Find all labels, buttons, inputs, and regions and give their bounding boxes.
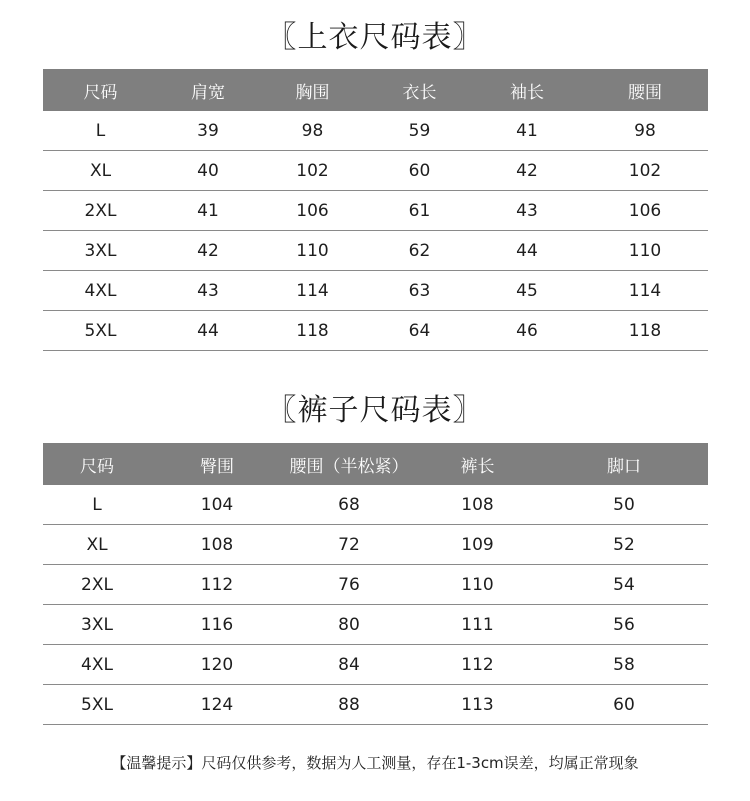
table-row [43,311,708,351]
table-cell: 114 [582,271,708,311]
table-cell: 98 [258,111,367,151]
table-cell: 39 [158,111,258,151]
table-cell: 116 [151,605,283,645]
table-cell: 110 [582,231,708,271]
table-cell: 76 [283,565,415,605]
table-cell: 41 [472,111,582,151]
table-cell: 52 [540,525,708,565]
table-row [43,151,708,191]
table-cell: 4XL [43,645,151,685]
table-cell: 109 [415,525,540,565]
table-cell: 118 [582,311,708,351]
table-cell: XL [43,151,158,191]
table-row [43,605,708,645]
table-cell: 3XL [43,605,151,645]
header-size: 尺码 [43,443,151,485]
table-cell: 5XL [43,311,158,351]
top-size-table-title: 〖上衣尺码表〗 [266,20,484,55]
table-cell: 4XL [43,271,158,311]
table-cell: 43 [472,191,582,231]
table-row [43,191,708,231]
table-row [43,231,708,271]
header-sleeve-length: 袖长 [472,69,582,111]
table-cell: 110 [415,565,540,605]
table-row [43,565,708,605]
table-cell: 108 [151,525,283,565]
header-hip: 臀围 [151,443,283,485]
table-cell: 44 [158,311,258,351]
measurement-note: 【温馨提示】尺码仅供参考，数据为人工测量，存在1-3cm误差，均属正常现象 [111,754,639,772]
table-cell: 111 [415,605,540,645]
table-cell: 84 [283,645,415,685]
table-cell: 45 [472,271,582,311]
table-cell: 80 [283,605,415,645]
table-cell: 40 [158,151,258,191]
table-cell: 3XL [43,231,158,271]
table-row [43,685,708,725]
table-cell: 108 [415,485,540,525]
table-row [43,111,708,151]
table-cell: 102 [258,151,367,191]
header-pants-length: 裤长 [415,443,540,485]
table-cell: 113 [415,685,540,725]
table-cell: 124 [151,685,283,725]
table-cell: 106 [258,191,367,231]
table-cell: 88 [283,685,415,725]
table-cell: 58 [540,645,708,685]
header-shoulder-width: 肩宽 [158,69,258,111]
table-cell: 5XL [43,685,151,725]
table-cell: 72 [283,525,415,565]
table-cell: 2XL [43,191,158,231]
pants-size-table-title: 〖裤子尺码表〗 [266,393,484,428]
table-cell: 42 [158,231,258,271]
table-cell: 60 [367,151,472,191]
header-waist-semi-elastic: 腰围（半松紧） [283,443,415,485]
table-cell: 120 [151,645,283,685]
table-cell: 43 [158,271,258,311]
header-size: 尺码 [43,69,158,111]
table-row [43,645,708,685]
table-row [43,525,708,565]
table-cell: 68 [283,485,415,525]
header-waist: 腰围 [582,69,708,111]
table-cell: 41 [158,191,258,231]
table-cell: 110 [258,231,367,271]
table-row [43,485,708,525]
table-cell: 56 [540,605,708,645]
table-cell: 61 [367,191,472,231]
table-header-row [43,69,708,111]
table-cell: 102 [582,151,708,191]
header-length: 衣长 [367,69,472,111]
header-leg-opening: 脚口 [540,443,708,485]
table-cell: 112 [415,645,540,685]
pants-size-table [43,443,708,725]
table-cell: L [43,111,158,151]
table-cell: 2XL [43,565,151,605]
table-cell: XL [43,525,151,565]
table-cell: 106 [582,191,708,231]
table-row [43,271,708,311]
table-cell: 112 [151,565,283,605]
table-cell: L [43,485,151,525]
table-cell: 114 [258,271,367,311]
top-size-table [43,69,708,351]
table-cell: 118 [258,311,367,351]
table-cell: 62 [367,231,472,271]
table-cell: 50 [540,485,708,525]
table-cell: 46 [472,311,582,351]
table-cell: 98 [582,111,708,151]
table-cell: 104 [151,485,283,525]
table-cell: 64 [367,311,472,351]
table-cell: 54 [540,565,708,605]
table-header-row [43,443,708,485]
table-cell: 60 [540,685,708,725]
table-cell: 63 [367,271,472,311]
header-chest: 胸围 [258,69,367,111]
table-cell: 44 [472,231,582,271]
table-cell: 59 [367,111,472,151]
table-cell: 42 [472,151,582,191]
